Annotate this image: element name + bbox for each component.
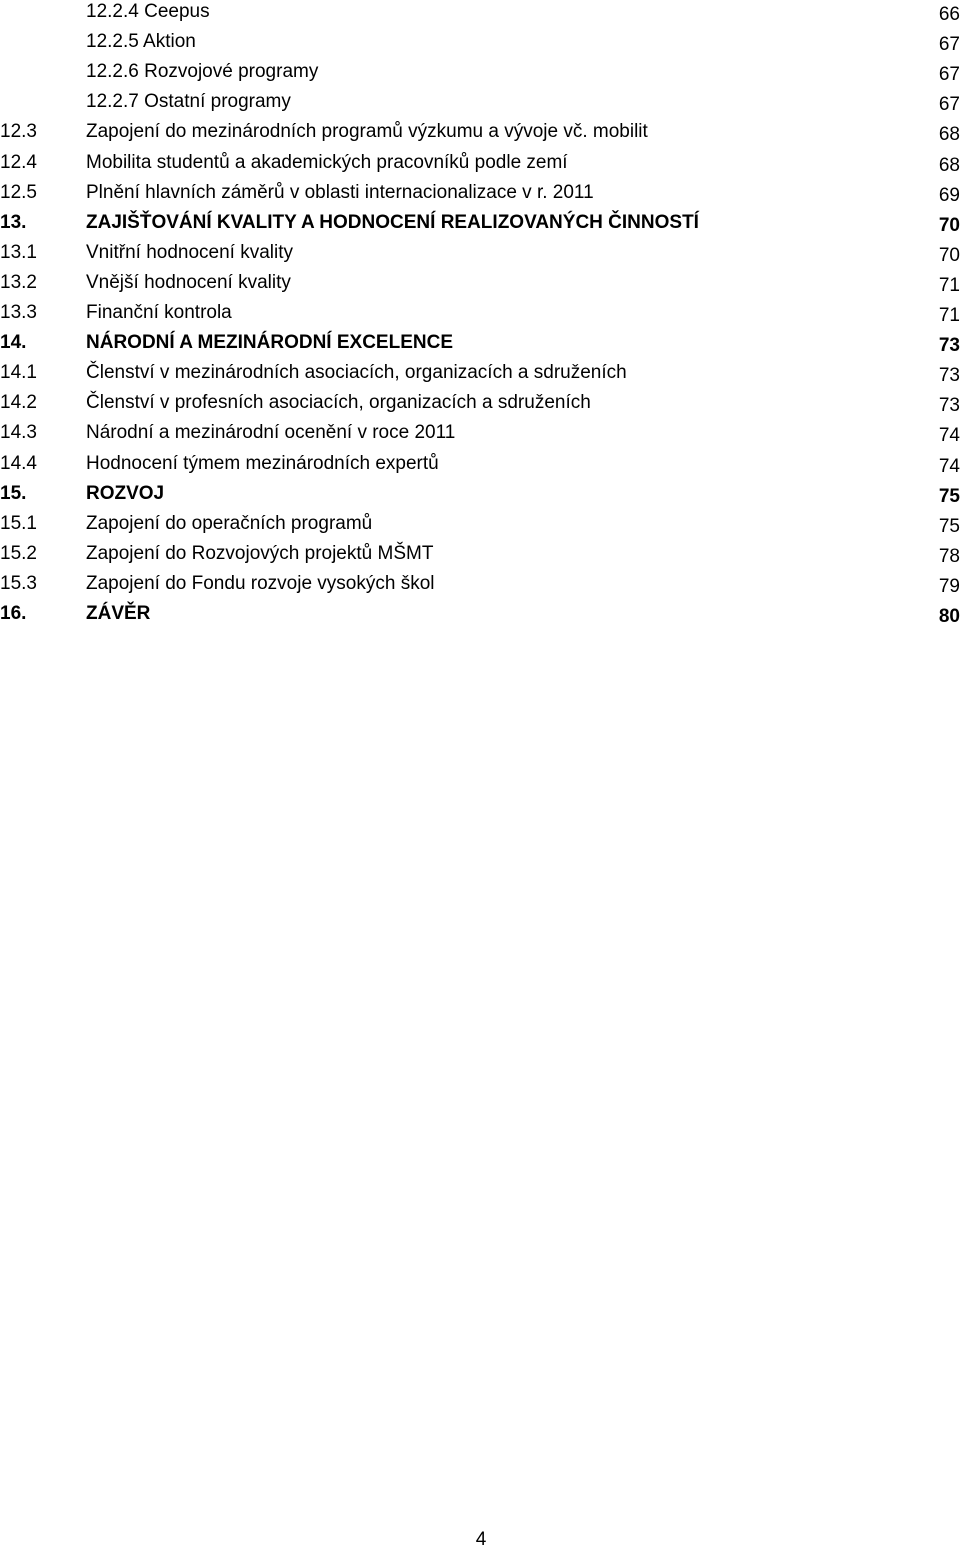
toc-entry-title[interactable]: 12.2.6 Rozvojové programy [86,61,319,83]
toc-entry-page: 80 [938,606,960,627]
toc-entry-number: 14.4 [0,452,37,474]
toc-entry-title[interactable]: 12.2.4 Ceepus [86,1,210,22]
toc-entry-title[interactable]: NÁRODNÍ A MEZINÁRODNÍ EXCELENCE [86,332,453,354]
toc-entry-page: 71 [938,305,960,326]
toc-entry-title[interactable]: Členství v profesních asociacích, organizacích a sdruženích [86,392,591,414]
toc-entry-page: 66 [938,4,960,25]
toc-entry[interactable] [0,120,960,150]
toc-entry[interactable] [0,602,960,632]
toc-entry-number: 15.1 [0,512,37,534]
toc-entry-title[interactable]: 12.2.5 Aktion [86,31,196,53]
toc-entry-page: 68 [938,124,960,146]
toc-entry-title[interactable]: Vnitřní hodnocení kvality [86,241,294,263]
toc-entry-title[interactable]: Plnění hlavních záměrů v oblasti internacionalizace v r. 2011 [86,181,594,203]
toc-entry-title[interactable]: 12.2.7 Ostatní programy [86,91,291,113]
toc-entry-page: 74 [938,455,960,477]
page-number: 4 [475,1529,487,1550]
toc-entry-title[interactable]: Zapojení do Fondu rozvoje vysokých škol [86,572,435,594]
toc-entry-number: 13.1 [0,241,37,263]
toc-entry[interactable] [0,542,960,572]
toc-entry-title[interactable]: Hodnocení týmem mezinárodních expertů [86,452,439,474]
toc-entry-number: 14.3 [0,422,37,444]
toc-entry[interactable] [0,482,960,512]
toc-entry-page: 67 [938,64,960,86]
toc-entry-number: 14.2 [0,392,37,414]
toc-entry[interactable] [0,572,960,602]
toc-entry[interactable] [0,512,960,542]
toc-entry[interactable] [0,241,960,271]
toc-entry[interactable] [0,452,960,482]
toc-entry-page: 74 [938,425,960,447]
toc-entry-title[interactable]: Národní a mezinárodní ocenění v roce 2011 [86,422,456,444]
toc-entry[interactable] [0,181,960,211]
toc-entry-title[interactable]: Členství v mezinárodních asociacích, organizacích a sdruženích [86,362,627,384]
toc-entry[interactable] [0,151,960,181]
toc-entry[interactable] [0,331,960,361]
toc-entry-page: 73 [938,395,960,417]
toc-entry[interactable] [0,361,960,391]
toc-entry-number: 15. [0,482,27,504]
toc-entry-page: 68 [938,154,960,176]
toc-entry-title[interactable]: Mobilita studentů a akademických pracovníků podle zemí [86,151,568,173]
toc-entry-number: 13. [0,211,27,233]
toc-entry-title[interactable]: Zapojení do operačních programů [86,512,373,534]
toc-entry-title[interactable]: Vnější hodnocení kvality [86,271,291,293]
toc-entry-page: 67 [938,94,960,116]
toc-entry[interactable] [0,90,960,120]
toc-entry-page: 73 [938,365,960,387]
toc-entry-number: 12.3 [0,121,37,143]
toc-entry-number: 12.5 [0,181,37,203]
toc-entry-number: 13.3 [0,302,37,323]
toc-entry-page: 71 [938,274,960,296]
toc-entry[interactable] [0,301,960,331]
toc-entry-page: 67 [938,34,960,56]
toc-entry[interactable] [0,30,960,60]
toc-entry-page: 75 [938,515,960,537]
toc-entry-title[interactable]: ZÁVĚR [86,603,151,624]
toc-entry-title[interactable]: ROZVOJ [86,482,165,504]
toc-entry[interactable] [0,60,960,90]
toc-entry-page: 78 [938,545,960,567]
toc-entry-number: 14.1 [0,362,37,384]
toc-entry-page: 70 [938,214,960,236]
toc-entry-number: 13.2 [0,271,37,293]
toc-entry-number: 15.3 [0,572,37,594]
toc-entry-title[interactable]: Zapojení do Rozvojových projektů MŠMT [86,542,434,564]
toc-entry-number: 12.4 [0,151,37,173]
toc-entry-page: 79 [938,575,960,597]
toc-entry-page: 70 [938,244,960,266]
toc-entry[interactable] [0,421,960,451]
toc-entry-page: 73 [938,335,960,357]
toc-entry[interactable] [0,271,960,301]
toc-entry[interactable] [0,391,960,421]
toc-entry-title[interactable]: Zapojení do mezinárodních programů výzkumu a vývoje vč. mobilit [86,121,648,143]
toc-entry-title[interactable]: Finanční kontrola [86,302,232,323]
toc-entry-page: 69 [938,184,960,206]
toc-entry-title[interactable]: ZAJIŠŤOVÁNÍ KVALITY A HODNOCENÍ REALIZOVANÝCH ČINNOSTÍ [86,211,699,233]
toc-entry[interactable] [0,0,960,30]
toc-entry[interactable] [0,211,960,241]
toc-entry-number: 15.2 [0,542,37,564]
toc-entry-number: 14. [0,332,27,354]
toc-entry-number: 16. [0,603,27,624]
toc-entry-page: 75 [938,485,960,507]
